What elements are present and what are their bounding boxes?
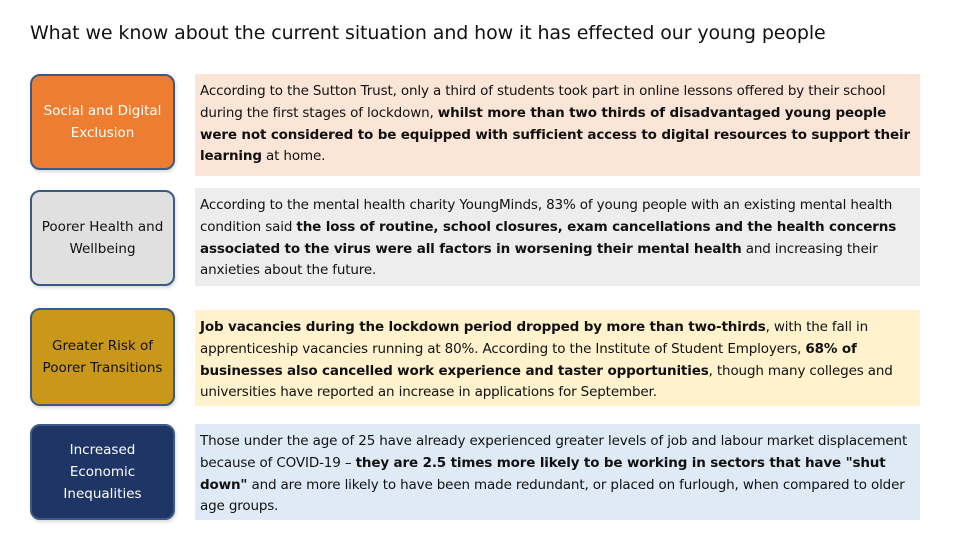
description-panel bbox=[195, 424, 920, 520]
emphasis-text: whilst more than two thirds of disadvantaged young people were not considered to be equipped with sufficient access to digital resources to support their learning bbox=[200, 104, 910, 165]
body-text: at home. bbox=[261, 148, 326, 165]
page-title: What we know about the current situation and how it has effected our young people bbox=[30, 22, 826, 44]
body-text: Those under the age of 25 have already experienced greater levels of job and labour market displacement because of COVID-19 – bbox=[200, 433, 908, 471]
description-panel bbox=[195, 310, 920, 406]
emphasis-text: 68% of businesses also cancelled work experience and taster opportunities bbox=[200, 340, 857, 379]
body-text: , with the fall in apprenticeship vacancies running at 80%. According to the Institute of Student Employers, bbox=[200, 319, 869, 357]
row-poorer-health-wellbeing bbox=[30, 188, 920, 288]
description-panel bbox=[195, 74, 920, 176]
body-text: According to the mental health charity YoungMinds, 83% of young people with an existing mental health condition said bbox=[200, 197, 893, 235]
body-text: and increasing their anxieties about the future. bbox=[200, 240, 878, 279]
emphasis-text: the loss of routine, school closures, exam cancellations and the health concerns associated to the virus were all factors in worsening their mental health bbox=[200, 218, 897, 257]
emphasis-text: Job vacancies during the lockdown period dropped by more than two-thirds bbox=[200, 319, 766, 335]
body-text: According to the Sutton Trust, only a third of students took part in online lessons offered by their school during the first stages of lockdown, bbox=[200, 83, 886, 121]
description-panel bbox=[195, 188, 920, 286]
category-label: Greater Risk of Poorer Transitions bbox=[30, 308, 175, 406]
body-text: , though many colleges and universities have reported an increase in applications for September. bbox=[200, 362, 893, 401]
category-label: Social and Digital Exclusion bbox=[30, 74, 175, 170]
row-social-digital-exclusion bbox=[30, 68, 920, 170]
row-poorer-transitions bbox=[30, 308, 920, 408]
emphasis-text: they are 2.5 times more likely to be working in sectors that have "shut down" bbox=[200, 454, 886, 493]
category-label: Increased Economic Inequalities bbox=[30, 424, 175, 520]
category-label: Poorer Health and Wellbeing bbox=[30, 190, 175, 286]
body-text: and are more likely to have been made redundant, or placed on furlough, when compared to older age groups. bbox=[200, 476, 905, 515]
row-economic-inequalities bbox=[30, 424, 920, 520]
